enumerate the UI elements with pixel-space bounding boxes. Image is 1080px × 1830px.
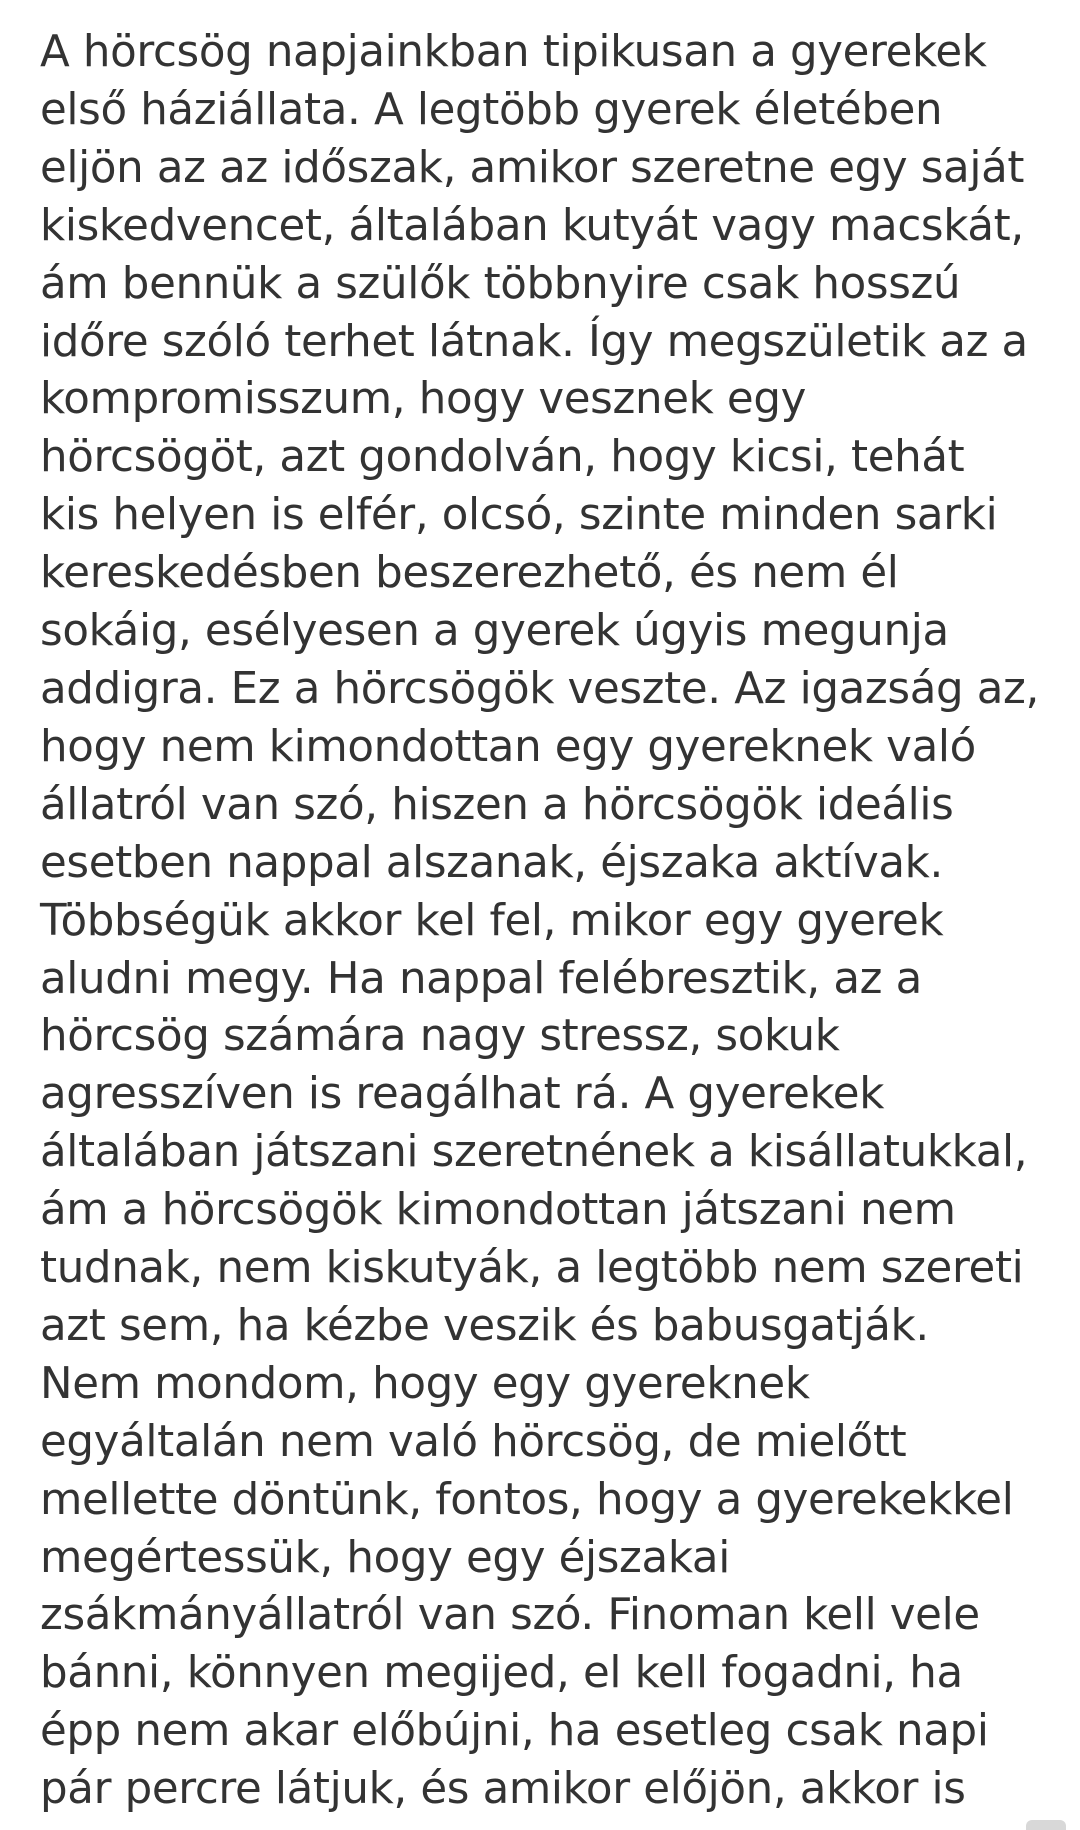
- text-line: pár percre látjuk, és amikor előjön, akkor is: [40, 1764, 966, 1815]
- text-line: állatról van szó, hiszen a hörcsögök ideális: [40, 779, 954, 830]
- text-line: Többségük akkor kel fel, mikor egy gyerek: [40, 895, 944, 946]
- text-line: Nem mondom, hogy egy gyereknek: [40, 1358, 810, 1409]
- text-line: hörcsög számára nagy stressz, sokuk: [40, 1011, 840, 1062]
- article-body: [40, 24, 1060, 1819]
- text-line: kereskedésben beszerezhető, és nem él: [40, 548, 899, 599]
- text-line: épp nem akar előbújni, ha esetleg csak napi: [40, 1706, 989, 1757]
- text-line: bánni, könnyen megijed, el kell fogadni, ha: [40, 1648, 963, 1699]
- text-line: ám bennük a szülők többnyire csak hosszú: [40, 258, 961, 309]
- text-line: eljön az az időszak, amikor szeretne egy saját: [40, 142, 1025, 193]
- text-line: kompromisszum, hogy vesznek egy: [40, 374, 806, 425]
- text-line: első háziállata. A legtöbb gyerek életében: [40, 84, 943, 135]
- scroll-indicator[interactable]: [1026, 1820, 1066, 1830]
- text-line: aludni megy. Ha nappal felébresztik, az a: [40, 953, 922, 1004]
- text-line: agresszíven is reagálhat rá. A gyerekek: [40, 1069, 885, 1120]
- text-line: addigra. Ez a hörcsögök veszte. Az igazság az,: [40, 663, 1040, 714]
- text-line: megértessük, hogy egy éjszakai: [40, 1532, 730, 1583]
- text-line: egyáltalán nem való hörcsög, de mielőtt: [40, 1416, 907, 1467]
- text-line: kiskedvencet, általában kutyát vagy macskát,: [40, 200, 1024, 251]
- text-line: hogy nem kimondottan egy gyereknek való: [40, 721, 976, 772]
- text-line: általában játszani szeretnének a kisállatukkal,: [40, 1127, 1028, 1178]
- text-line: azt sem, ha kézbe veszik és babusgatják.: [40, 1300, 929, 1351]
- text-line: kis helyen is elfér, olcsó, szinte minden sarki: [40, 490, 998, 541]
- text-line: sokáig, esélyesen a gyerek úgyis megunja: [40, 606, 949, 657]
- text-line: mellette döntünk, fontos, hogy a gyerekekkel: [40, 1474, 1014, 1525]
- text-line: zsákmányállatról van szó. Finoman kell vele: [40, 1590, 980, 1641]
- text-line: tudnak, nem kiskutyák, a legtöbb nem szereti: [40, 1243, 1024, 1294]
- text-line: időre szóló terhet látnak. Így megszületik az a: [40, 316, 1028, 367]
- text-line: ám a hörcsögök kimondottan játszani nem: [40, 1185, 956, 1236]
- text-line: hörcsögöt, azt gondolván, hogy kicsi, tehát: [40, 432, 965, 483]
- text-line: esetben nappal alszanak, éjszaka aktívak.: [40, 837, 943, 888]
- text-line: A hörcsög napjainkban tipikusan a gyerekek: [40, 27, 987, 77]
